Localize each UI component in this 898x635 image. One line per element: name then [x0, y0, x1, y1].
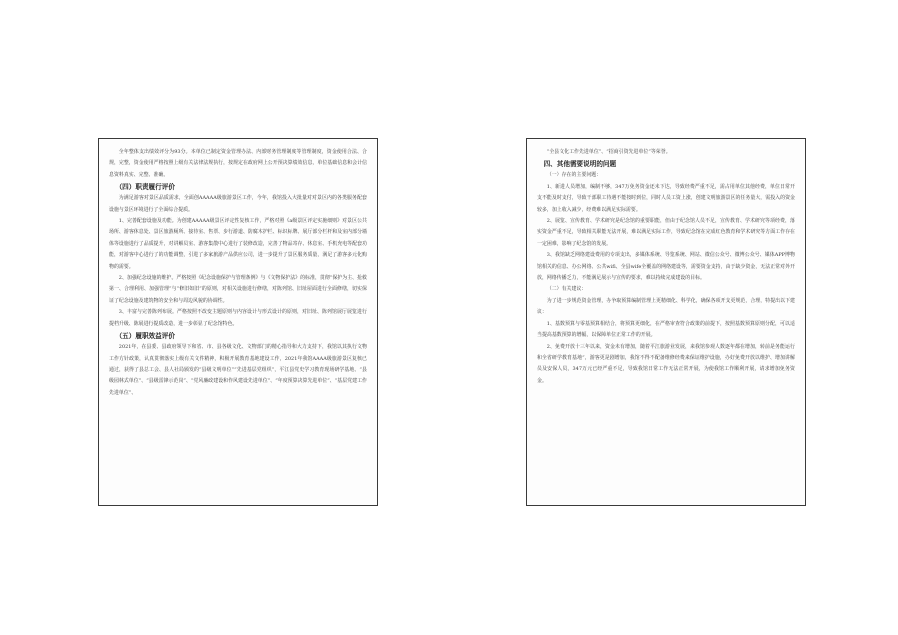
right-paragraph-8: 1、基数预算与零基预算相结合，将预算更细化，在严格审查符合政策的前提下，按照基数预算原则分配，可以适当提高基数预算的增幅，以保障单位正常工作的开展。: [537, 320, 795, 339]
right-paragraph-6: （二）有关建议：: [546, 286, 587, 293]
left-paragraph-5: 3、丰富与完善陈列布展。严格按照不改变主题原则与内容设计与形式设计的原则，对旧址、陈列馆展厅展览进行提档升级、陈展进行提质改造，进一步彰显了纪念馆特色。: [109, 309, 367, 327]
left-heading-6: （五）履职效益评价: [115, 332, 175, 341]
left-heading-1: （四）职责履行评价: [115, 183, 175, 192]
right-paragraph-3: 1、新进人员增加，编制不够，347万免务资金还未下达，导致经费严重不足，需占用单位其他经费，单位日常开支不能及时支付，导致干部职工待遇不能按时到位，同时人员工资上涨，创建文明旅游景区的任务量大，需投入的资金较多，加上收入减少，经费难以满足实际需要。: [537, 183, 795, 213]
right-heading-1: 四、其他需要说明的问题: [543, 160, 617, 169]
right-paragraph-7: 为了进一步规范资金管理，办争取预算编制管理上更精细化、科学化，确保各项开支更规范，合理，特提出以下建议：: [537, 297, 795, 316]
right-paragraph-5: 3、我馆缺乏网络建设费用的专项支出，多媒体系统、导览系统、网站、微信公众号、微博公众号、媒体APP博物馆相关的信息、办公网络、公共wifi、全县wife全覆盖的网络建设等，需要资金支持，由于缺少资金，无法正常对外开放，网络传播乏力，不能满足展示与宣传的要求，难以持续完成建设的目标。: [537, 252, 795, 282]
right-paragraph-9: 2、免费开放十三年以来，资金未有增加，随着平江旅游业发展，来我馆参观人数逐年都在增加，转前是务能运行和全省研学教育基地“，游客更是剧增加，我馆不得不配备维修经费来保证维护设施，办好免费开放以维护、增加讲解员及安保人员，347万元已经严重不足，导致我馆日常工作无法正常开展，为使我馆工作顺利开展，请求增加免务资金。: [537, 343, 795, 384]
left-paragraph-2: 为满足游客对景区品质需求，全面创AAAAA级旅游景区工作，今年，我馆投入大批量对对景区内的各类服务配套设施与景区环境进行了全面综合提质。: [109, 195, 367, 213]
left-paragraph-4: 2、加强纪念设施的维护。严格按照《纪念设施保护与管理条例》与《文物保护法》的标准，贯彻“保护为主、抢救第一、合理利用、加强管理”与“修旧如旧”的原则，对相关设施进行修缮，对陈列馆、旧址屋面进行全面修缮，切实保证了纪念设施及建筑物的安全和与周边风貌的协调性。: [109, 275, 367, 304]
right-paragraph-2: （一）存在的主要问题：: [546, 172, 602, 179]
right-page: [526, 138, 806, 506]
left-page: [98, 138, 378, 506]
left-paragraph-0: 全年整体支出绩效评分为93分。本单位已制定资金管理办法、内部财务管理制度等管理制度，资金使用合法、合规，完整，资金使用严格按照上级有关法律法规执行，按规定在政府网上公开预决算绩效信息，单位基础信息和会计信息资料真实、完整、准确。: [109, 149, 367, 178]
left-paragraph-3: 1、完善配套设施及功能。为创建AAAAA级景区评定性复核工作，严格对照《a级景区评定实施细则》对景区公共场所、游客休息处、景区旅游厕所、接待室、售票、步行游道、防腐木护栏、标识标牌、展厅部分栏杆和及室内部分墙体等设施进行了品质提升，对讲解员室、游客集散中心进行了装修改造，完善了物品寄存、休息室、手机充电等配套功能，对游客中心进行了的功能调整，引进了多家旅游产品供应公司，进一步提升了景区服务质量，满足了游客多元化购物的需要。: [109, 218, 367, 270]
left-paragraph-7: 2021年，在县委、县政府领导下和省、市、县各级文化、文物部门的精心指导和大力支持下，我馆以其执行文物工作方针政策，认真贯彻落实上级有关文件精神，积极开展教育基地建设工作，2021年我馆AAAA级旅游景区复核已通过，获得了县总工会、县人社局颁发的“县级文明单位”“先进基层党组织”，平江县党史学习教育现场研学基地、“县级园林式单位”、“县级雷锋示范岗”、“党风廉政建设和作风建设先进单位”、“年度预算决算先进单位”、“基层党建工作先进单位”、: [109, 344, 367, 396]
right-paragraph-4: 2、展览、宣传教育、学术研究是纪念馆的重要职能，但由于纪念馆人员不足，宣传教育、学术研究等项经费，落实资金严重不足，导致相关职能无法开展，难以满足实际工作，导致纪念馆在完成红色教育和学术研究等方面工作存在一定困难，影响了纪念馆的发展。: [537, 218, 795, 247]
right-paragraph-0: “全县文化工作先进单位”、“招商引资先进单位”等荣誉。: [546, 149, 671, 155]
